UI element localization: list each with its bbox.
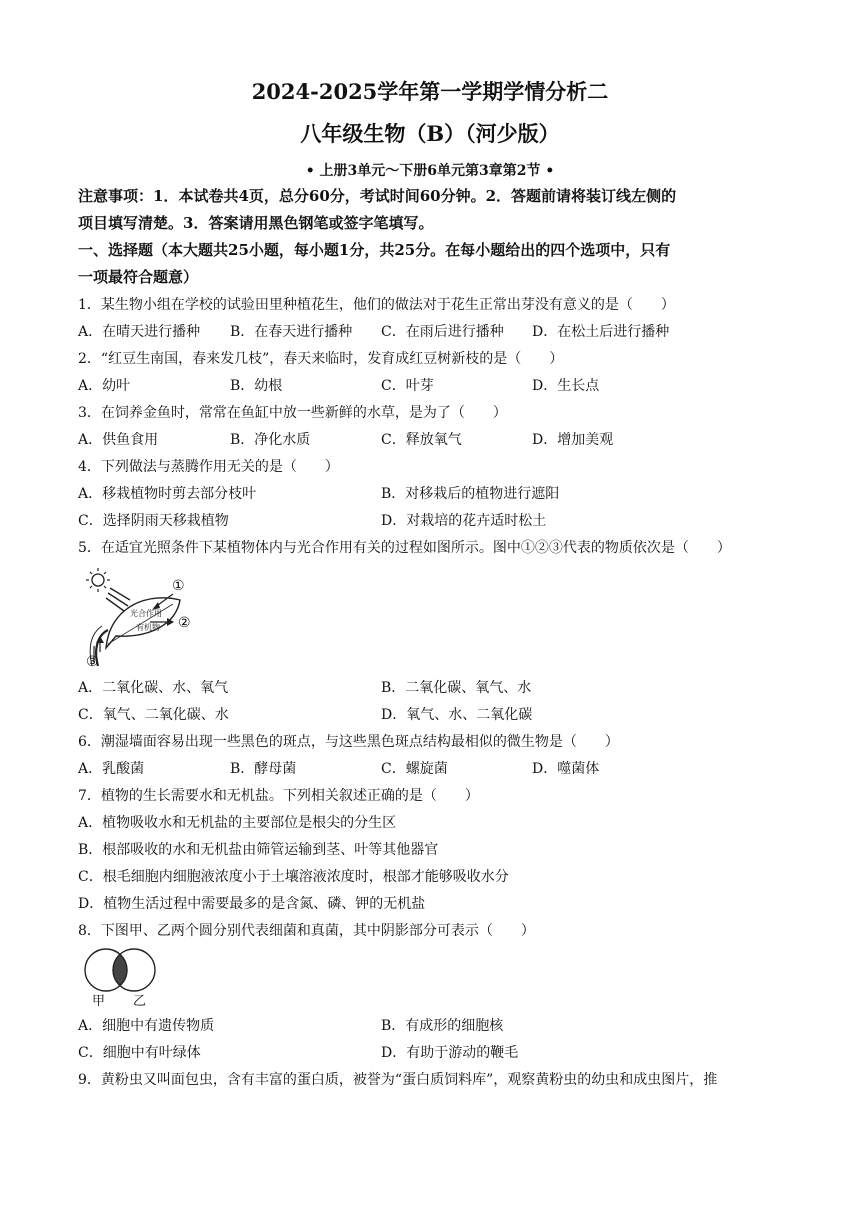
q8-option-b: B．有成形的细胞核	[381, 1018, 504, 1034]
q8-option-a: A．细胞中有遗传物质	[78, 1018, 215, 1034]
q3-option-a: A．供鱼食用	[78, 432, 159, 448]
exam-subtitle: 八年级生物（B）（河少版）	[300, 121, 560, 146]
question-4-stem: 4．下列做法与蒸腾作用无关的是（ ）	[78, 459, 339, 475]
q7-option-c: C．根毛细胞内细胞液浓度小于土壤溶液浓度时，根部才能够吸收水分	[78, 869, 509, 885]
q6-option-c: C．螺旋菌	[381, 761, 448, 777]
q5-option-a: A．二氧化碳、水、氧气	[78, 680, 229, 696]
question-8-stem: 8．下图甲、乙两个圆分别代表细菌和真菌，其中阴影部分可表示（ ）	[78, 923, 535, 939]
question-1-stem: 1．某生物小组在学校的试验田里种植花生，他们的做法对于花生正常出芽没有意义的是（ ）	[78, 297, 675, 313]
venn-diagram	[78, 946, 162, 1008]
question-9-stem: 9．黄粉虫又叫面包虫，含有丰富的蛋白质，被誉为“蛋白质饲料库”，观察黄粉虫的幼虫和成虫图片，推	[78, 1072, 718, 1088]
q6-option-d: D．噬菌体	[532, 761, 600, 777]
question-2-stem: 2．“红豆生南国，春来发几枝”，春天来临时，发育成红豆树新枝的是（ ）	[78, 351, 564, 367]
question-5-stem: 5．在适宜光照条件下某植物体内与光合作用有关的过程如图所示。图中①②③代表的物质依次是（ ）	[78, 540, 731, 556]
sun-icon	[86, 568, 110, 592]
exam-scope: • 上册3单元～下册6单元第3章第2节 •	[305, 163, 555, 179]
q4-option-a: A．移栽植物时剪去部分枝叶	[78, 486, 257, 502]
q7-option-a: A．植物吸收水和无机盐的主要部位是根尖的分生区	[78, 815, 397, 831]
q3-option-c: C．释放氧气	[381, 432, 462, 448]
q4-option-d: D．对栽培的花卉适时松土	[381, 513, 547, 529]
q1-option-b: B．在春天进行播种	[230, 324, 353, 340]
label-1: ①	[172, 578, 185, 594]
q7-option-b: B．根部吸收的水和无机盐由筛管运输到茎、叶等其他器官	[78, 842, 439, 858]
q5-option-d: D．氧气、水、二氧化碳	[381, 707, 533, 723]
notice-line-2: 项目填写清楚。3．答案请用黑色钢笔或签字笔填写。	[78, 214, 434, 232]
q3-option-b: B．净化水质	[230, 432, 311, 448]
question-6-stem: 6．潮湿墙面容易出现一些黑色的斑点，与这些黑色斑点结构最相似的微生物是（ ）	[78, 734, 619, 750]
q5-option-b: B．二氧化碳、氧气、水	[381, 680, 532, 696]
exam-title: 2024-2025学年第一学期学情分析二	[251, 79, 609, 104]
section-heading-line-2: 一项最符合题意）	[78, 268, 199, 286]
question-7-stem: 7．植物的生长需要水和无机盐。下列相关叙述正确的是（ ）	[78, 788, 479, 804]
q2-option-a: A．幼叶	[78, 378, 131, 394]
q6-option-b: B．酵母菌	[230, 761, 297, 777]
photosynthesis-diagram	[78, 566, 198, 670]
q4-option-b: B．对移栽后的植物进行遮阳	[381, 486, 560, 502]
notice-line-1: 注意事项：1．本试卷共4页，总分60分，考试时间60分钟。2．答题前请将装订线左侧的	[78, 187, 677, 205]
question-3-stem: 3．在饲养金鱼时，常常在鱼缸中放一些新鲜的水草，是为了（ ）	[78, 405, 507, 421]
leaf-text-organic: 有机物	[136, 623, 160, 632]
label-3: ③	[86, 654, 99, 670]
q5-option-c: C．氧气、二氧化碳、水	[78, 707, 229, 723]
q7-option-d: D．植物生活过程中需要最多的是含氮、磷、钾的无机盐	[78, 896, 426, 912]
q1-option-c: C．在雨后进行播种	[381, 324, 504, 340]
q2-option-d: D．生长点	[532, 378, 600, 394]
label-2: ②	[178, 615, 191, 631]
section-heading-line-1: 一、选择题（本大题共25小题，每小题1分，共25分。在每小题给出的四个选项中，只有	[78, 241, 671, 259]
q6-option-a: A．乳酸菌	[78, 761, 145, 777]
q8-option-d: D．有助于游动的鞭毛	[381, 1045, 519, 1061]
q2-option-c: C．叶芽	[381, 378, 434, 394]
venn-label-right: 乙	[133, 994, 147, 1008]
q2-option-b: B．幼根	[230, 378, 283, 394]
q1-option-d: D．在松土后进行播种	[532, 324, 670, 340]
q3-option-d: D．增加美观	[532, 432, 614, 448]
q1-option-a: A．在晴天进行播种	[78, 324, 201, 340]
venn-label-left: 甲	[92, 994, 106, 1008]
q4-option-c: C．选择阴雨天移栽植物	[78, 513, 229, 529]
q8-option-c: C．细胞中有叶绿体	[78, 1045, 201, 1061]
leaf-text-photosynthesis: 光合作用	[130, 609, 162, 618]
